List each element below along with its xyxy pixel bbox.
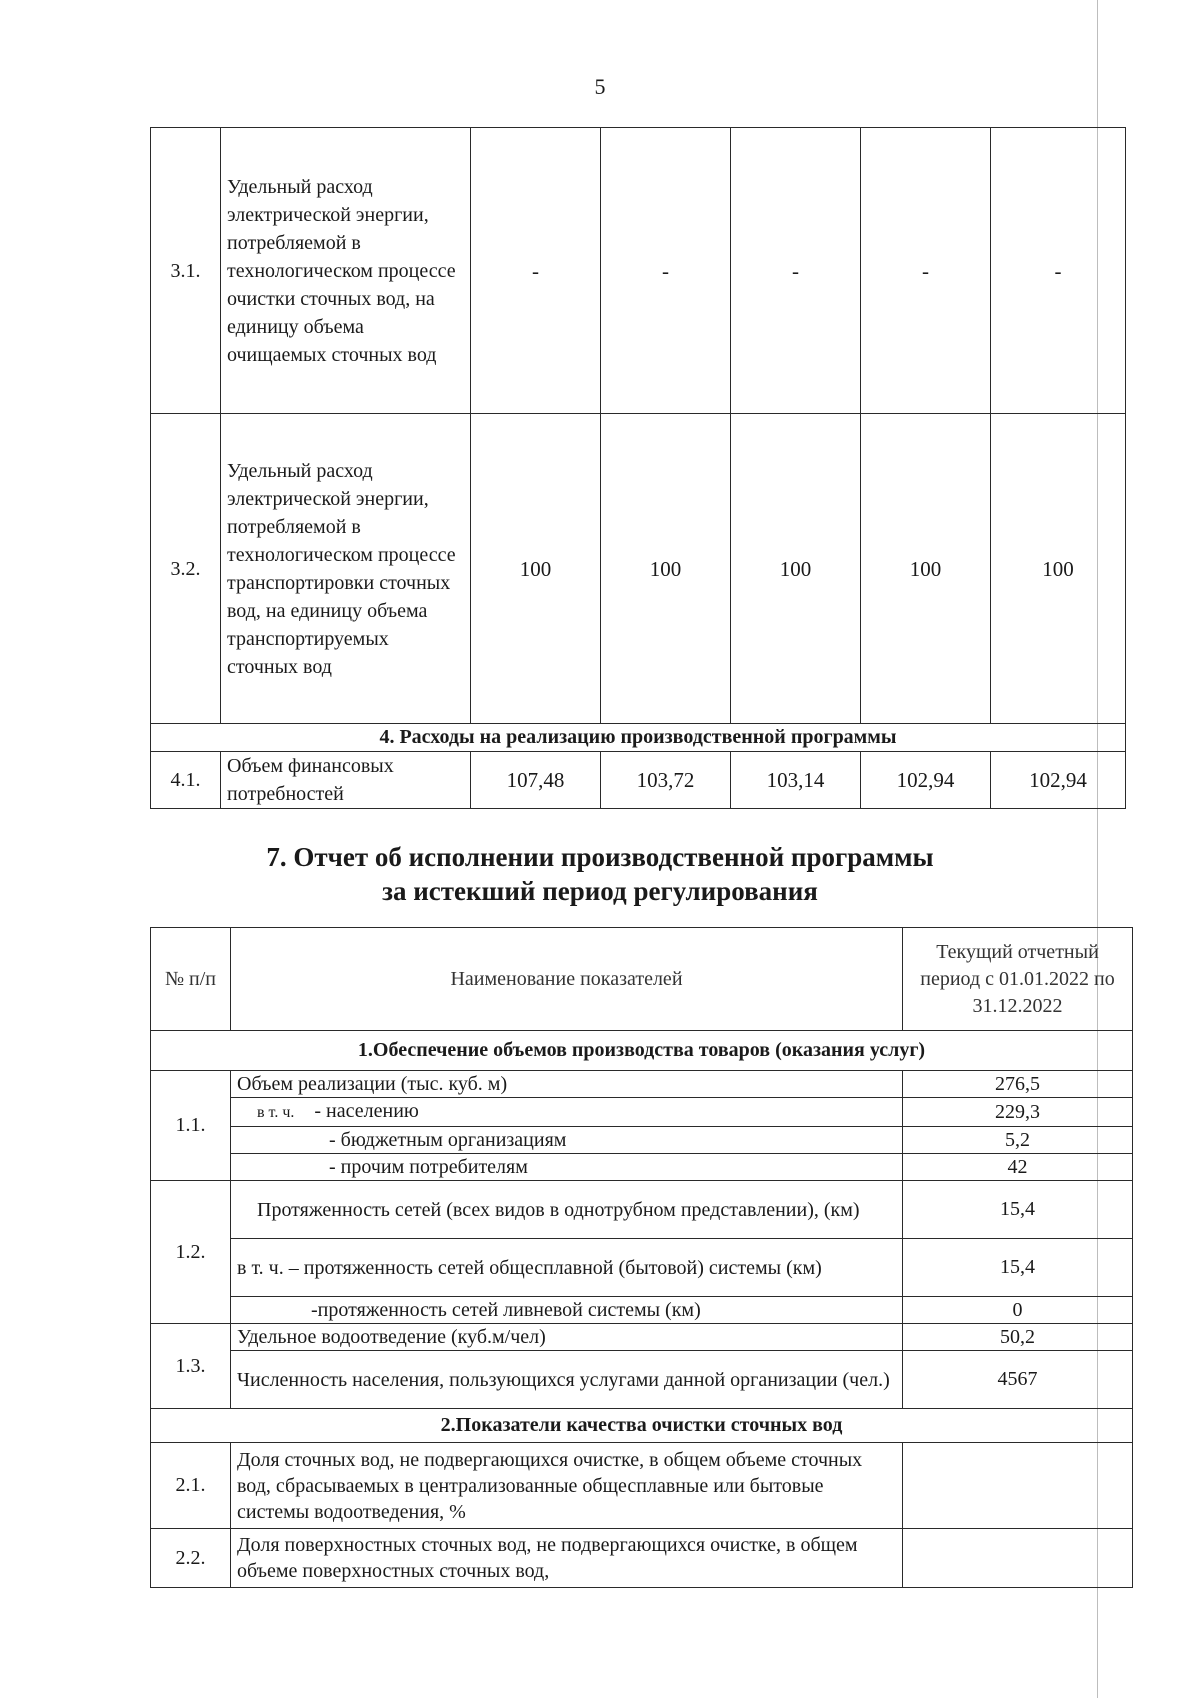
value-cell: 100 xyxy=(861,414,991,724)
row-number: 3.2. xyxy=(151,414,221,724)
indicator-name: Протяженность сетей (всех видов в однотрубном представлении), (км) xyxy=(231,1181,903,1239)
row-number: 4.1. xyxy=(151,752,221,809)
header-row xyxy=(151,928,1133,1031)
row-number: 3.1. xyxy=(151,128,221,414)
indicator-name: Объем финансовых потребностей xyxy=(221,752,471,809)
section-row xyxy=(151,1031,1133,1071)
value-cell: - xyxy=(861,128,991,414)
section-heading: 4. Расходы на реализацию производственной программы xyxy=(151,724,1126,752)
value-cell: 100 xyxy=(471,414,601,724)
table-row xyxy=(151,1127,1133,1154)
indicators-table xyxy=(150,127,1126,809)
row-number: 2.1. xyxy=(151,1443,231,1529)
table-row xyxy=(151,1154,1133,1181)
table-row xyxy=(151,1324,1133,1351)
indicator-name: в т. ч. – протяженность сетей общесплавной (бытовой) системы (км) xyxy=(231,1239,903,1297)
value-cell xyxy=(903,1443,1133,1529)
value-cell xyxy=(903,1529,1133,1588)
indicator-name: Удельное водоотведение (куб.м/чел) xyxy=(231,1324,903,1351)
section-heading: 2.Показатели качества очистки сточных вод xyxy=(151,1409,1133,1443)
indicator-name: -протяженность сетей ливневой системы (км) xyxy=(231,1297,903,1324)
value-cell: - xyxy=(601,128,731,414)
value-cell: 103,14 xyxy=(731,752,861,809)
header-period: Текущий отчетный период с 01.01.2022 по 31.12.2022 xyxy=(903,928,1133,1031)
value-cell: 5,2 xyxy=(903,1127,1133,1154)
table-row xyxy=(151,414,1126,724)
indicator-name: - прочим потребителям xyxy=(231,1154,903,1181)
value-cell: 102,94 xyxy=(991,752,1126,809)
value-cell: 102,94 xyxy=(861,752,991,809)
table-row xyxy=(151,1297,1133,1324)
indicator-name: Доля поверхностных сточных вод, не подвергающихся очистке, в общем объеме поверхностных сточных вод, xyxy=(231,1529,903,1588)
table-row xyxy=(151,1351,1133,1409)
value-cell: 50,2 xyxy=(903,1324,1133,1351)
indicator-name xyxy=(231,1098,903,1127)
indicator-name: Объем реализации (тыс. куб. м) xyxy=(231,1071,903,1098)
header-name: Наименование показателей xyxy=(231,928,903,1031)
indicator-name: Удельный расход электрической энергии, потребляемой в технологическом процессе очистки сточных вод, на единицу объема очищаемых сточных вод xyxy=(221,128,471,414)
indicator-prefix: в т. ч. xyxy=(257,1104,295,1121)
value-cell: 100 xyxy=(731,414,861,724)
indicator-name: Удельный расход электрической энергии, потребляемой в технологическом процессе транспортировки сточных вод, на единицу объема транспортируемых сточных вод xyxy=(221,414,471,724)
indicator-name: Доля сточных вод, не подвергающихся очистке, в общем объеме сточных вод, сбрасываемых в централизованные общесплавные или бытовые системы водоотведения, % xyxy=(231,1443,903,1529)
value-cell: - xyxy=(471,128,601,414)
table-row xyxy=(151,1239,1133,1297)
section-row xyxy=(151,724,1126,752)
table-row xyxy=(151,128,1126,414)
value-cell: 100 xyxy=(601,414,731,724)
value-cell: 15,4 xyxy=(903,1239,1133,1297)
report-title-line2: за истекший период регулирования xyxy=(382,876,818,906)
value-cell: 276,5 xyxy=(903,1071,1133,1098)
table-row xyxy=(151,1443,1133,1529)
value-cell: 4567 xyxy=(903,1351,1133,1409)
indicator-name: Численность населения, пользующихся услугами данной организации (чел.) xyxy=(231,1351,903,1409)
row-number: 1.3. xyxy=(151,1324,231,1409)
value-cell: 229,3 xyxy=(903,1098,1133,1127)
table-row xyxy=(151,1098,1133,1127)
value-cell: - xyxy=(731,128,861,414)
indicator-name: - бюджетным организациям xyxy=(231,1127,903,1154)
table-row xyxy=(151,1529,1133,1588)
row-number: 1.1. xyxy=(151,1071,231,1181)
row-number: 1.2. xyxy=(151,1181,231,1324)
report-table xyxy=(150,927,1133,1588)
table-row xyxy=(151,1181,1133,1239)
page-number: 5 xyxy=(594,74,606,99)
table-row xyxy=(151,1071,1133,1098)
value-cell: 103,72 xyxy=(601,752,731,809)
header-number: № п/п xyxy=(151,928,231,1031)
indicator-label: - населению xyxy=(314,1100,419,1122)
table-row xyxy=(151,752,1126,809)
value-cell: 100 xyxy=(991,414,1126,724)
report-title-line1: 7. Отчет об исполнении производственной программы xyxy=(266,842,934,872)
value-cell: 107,48 xyxy=(471,752,601,809)
value-cell: 15,4 xyxy=(903,1181,1133,1239)
row-number: 2.2. xyxy=(151,1529,231,1588)
section-row xyxy=(151,1409,1133,1443)
section-heading: 1.Обеспечение объемов производства товаров (оказания услуг) xyxy=(151,1031,1133,1071)
value-cell: - xyxy=(991,128,1126,414)
value-cell: 0 xyxy=(903,1297,1133,1324)
value-cell: 42 xyxy=(903,1154,1133,1181)
